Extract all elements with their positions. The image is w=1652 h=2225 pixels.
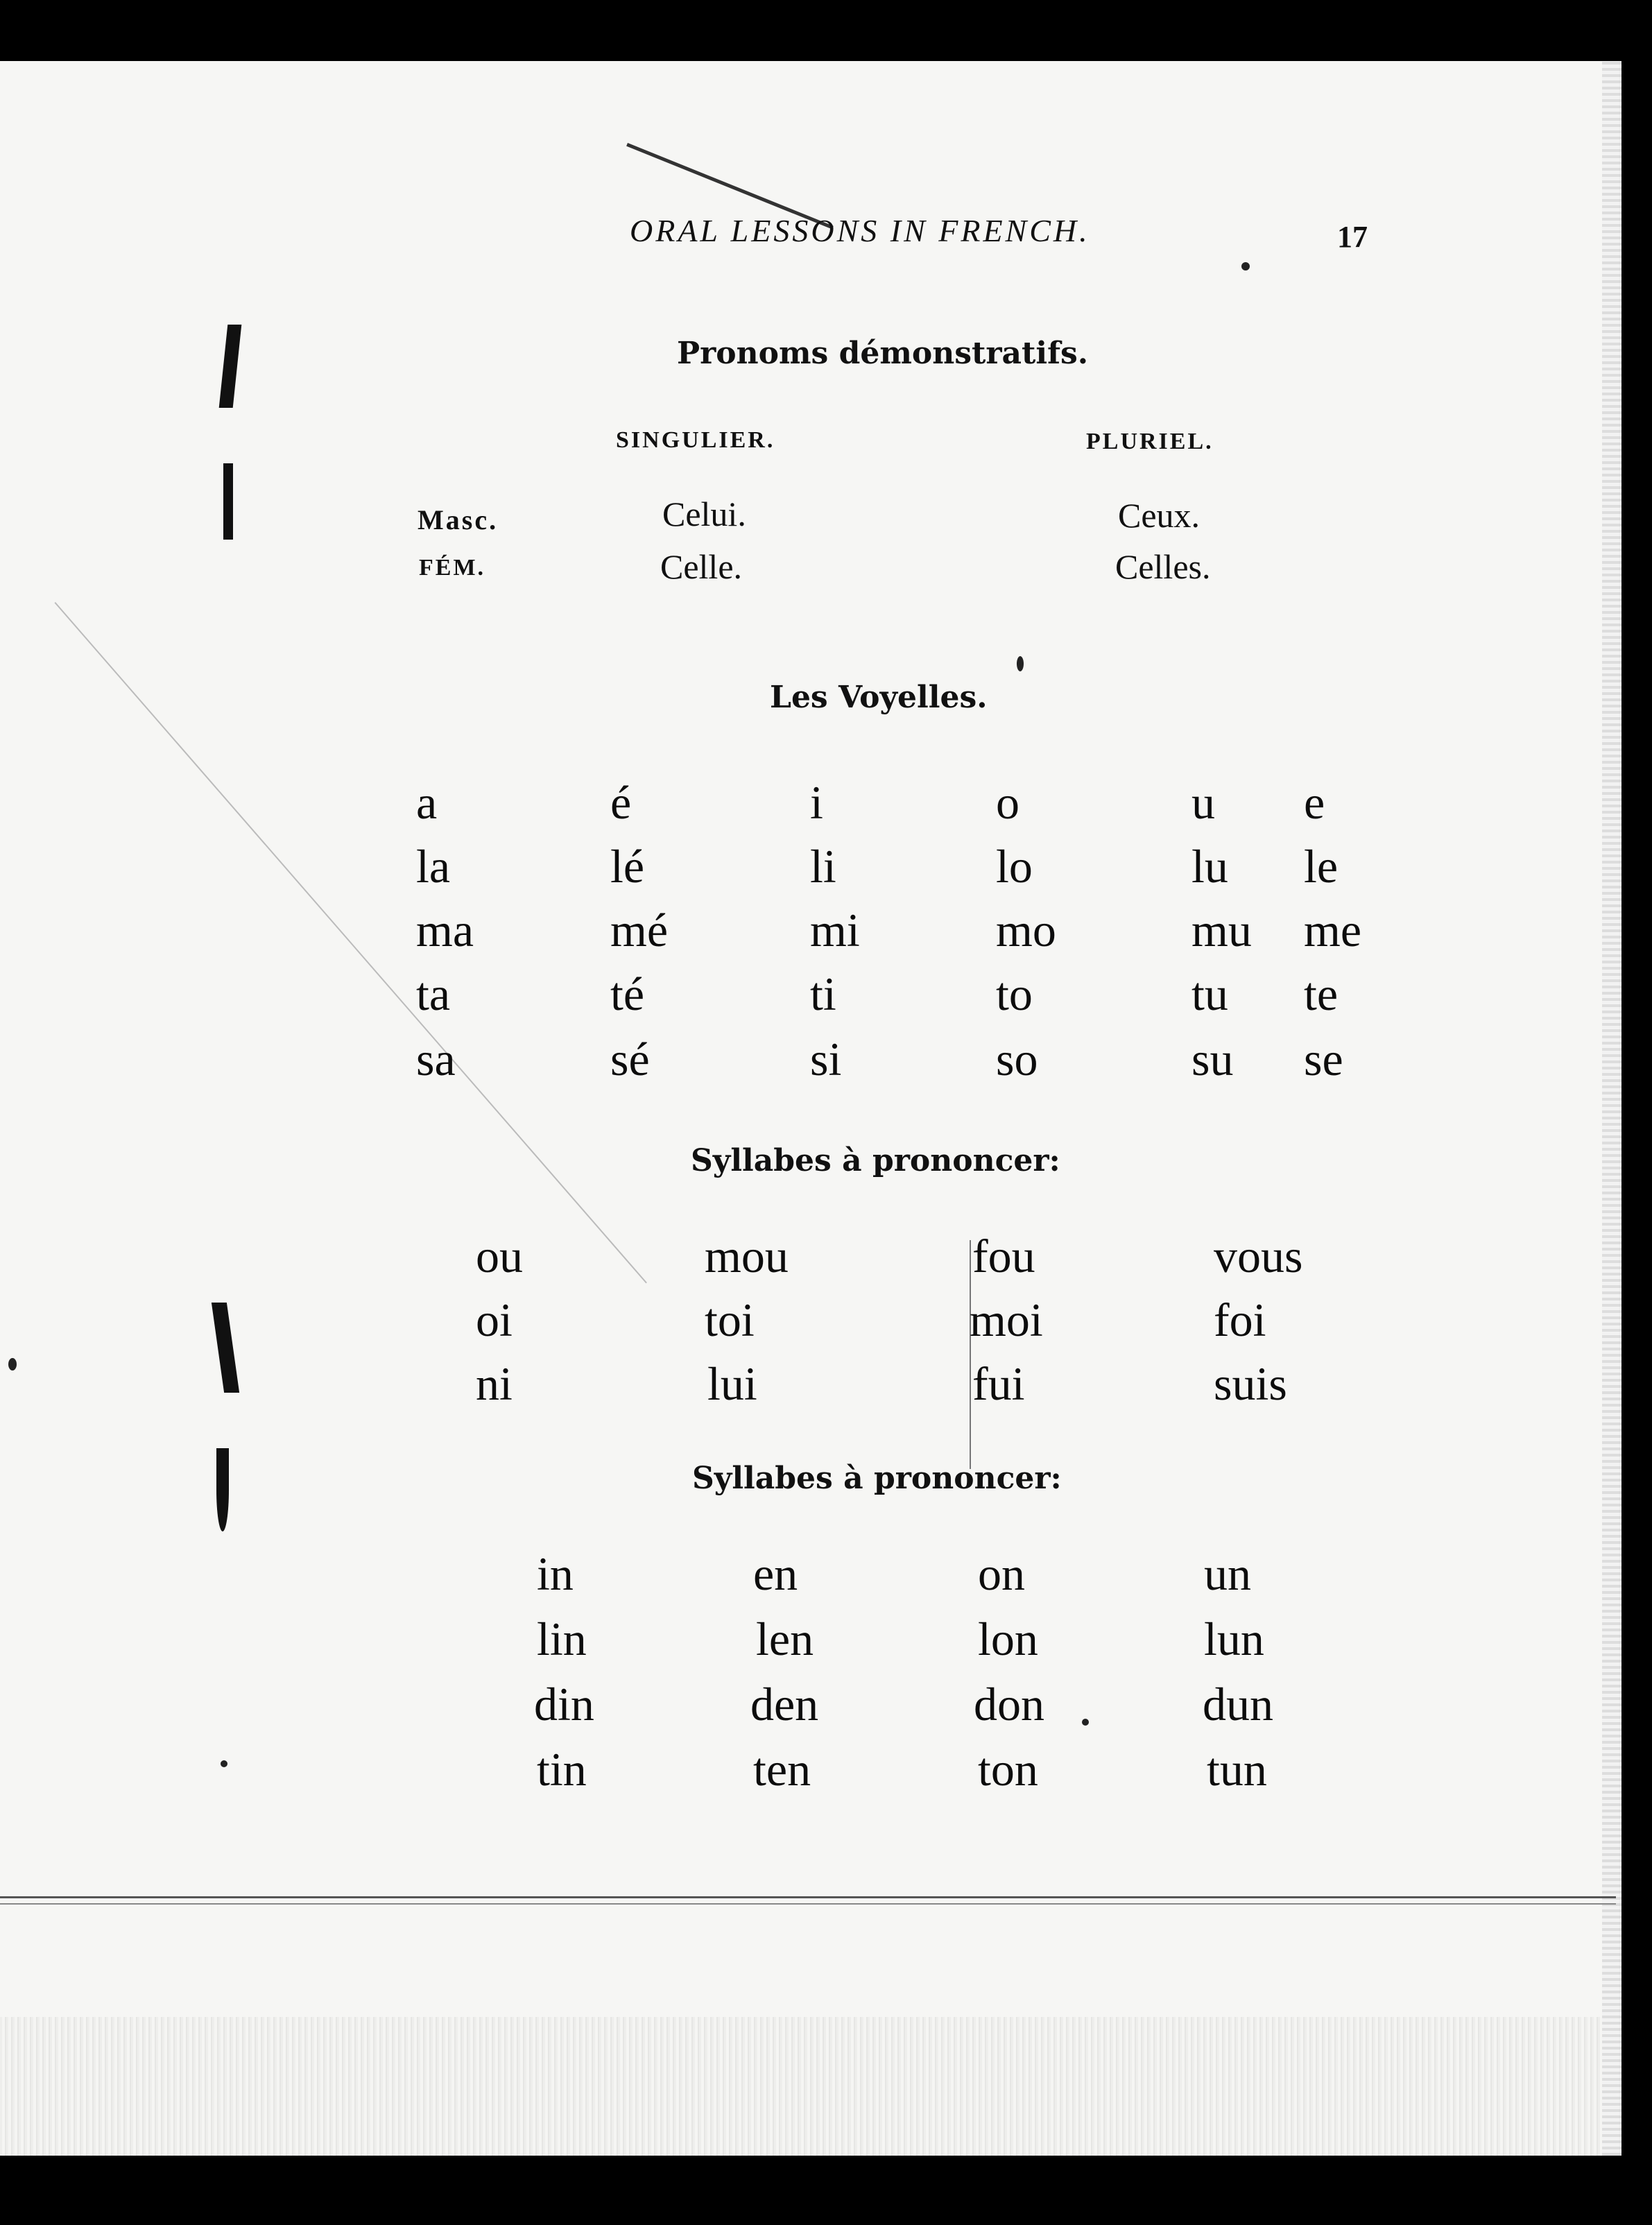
scan-scratch <box>970 1240 971 1469</box>
syllable: moi <box>970 1294 1043 1346</box>
scan-mark <box>216 1448 229 1531</box>
syllable: lun <box>1204 1613 1264 1665</box>
syllable: un <box>1204 1547 1251 1600</box>
syllable: tin <box>537 1743 587 1796</box>
vowel-syllable: mi <box>810 904 860 956</box>
vowel-syllable: te <box>1304 968 1339 1020</box>
syllable: len <box>756 1613 814 1665</box>
section-title-syllables-1: Syllabes à prononcer: <box>691 1143 1060 1178</box>
scan-mark <box>212 1303 239 1393</box>
vowel-syllable: ta <box>416 968 451 1020</box>
vowel-syllable: ti <box>810 968 836 1020</box>
syllable: lin <box>537 1613 587 1665</box>
section-title-demonstratives: Pronoms démonstratifs. <box>677 336 1089 371</box>
book-page <box>0 61 1621 2156</box>
vowel-syllable: si <box>810 1033 842 1085</box>
singular-form: Celle. <box>660 547 743 586</box>
vowel-syllable: lé <box>610 840 645 893</box>
column-header-plural: PLURIEL. <box>1086 429 1214 454</box>
syllable: fou <box>972 1230 1035 1282</box>
section-title-vowels: Les Voyelles. <box>770 680 988 715</box>
gender-label-masculine: Masc. <box>418 504 499 535</box>
scan-mark <box>223 463 233 540</box>
vowel-syllable: o <box>996 776 1019 829</box>
gender-label-feminine: FÉM. <box>419 555 486 581</box>
syllable: toi <box>705 1294 755 1346</box>
singular-form: Celui. <box>662 495 746 533</box>
vowel-syllable: li <box>810 840 836 893</box>
vowel-syllable: e <box>1304 776 1325 829</box>
vowel-syllable: la <box>416 840 451 893</box>
syllable: ten <box>753 1743 811 1796</box>
vowel-syllable: to <box>996 968 1033 1020</box>
page-bottom-rule <box>0 1903 1616 1905</box>
vowel-syllable: a <box>416 776 438 829</box>
scan-speck <box>221 1760 227 1767</box>
syllable: lui <box>707 1357 757 1410</box>
syllable: vous <box>1214 1230 1303 1282</box>
page-number: 17 <box>1337 220 1368 254</box>
vowel-syllable: me <box>1304 904 1362 956</box>
running-title: ORAL LESSONS IN FRENCH. <box>630 213 1090 248</box>
vowel-syllable: mu <box>1191 904 1252 956</box>
syllable: en <box>753 1547 798 1600</box>
syllable: din <box>534 1678 594 1730</box>
syllable: fui <box>972 1357 1025 1410</box>
syllable: ni <box>476 1357 513 1410</box>
vowel-syllable: mé <box>610 904 669 956</box>
vowel-syllable: i <box>810 776 823 829</box>
vowel-syllable: mo <box>996 904 1056 956</box>
vowel-syllable: é <box>610 776 632 829</box>
syllable: dun <box>1203 1678 1273 1730</box>
scan-speck <box>1082 1719 1089 1726</box>
scan-scratch <box>54 602 646 1283</box>
syllable: oi <box>476 1294 513 1346</box>
vowel-syllable: ma <box>416 904 474 956</box>
vowel-syllable: le <box>1304 840 1339 893</box>
vowel-syllable: té <box>610 968 645 1020</box>
vowel-syllable: su <box>1191 1033 1234 1085</box>
syllable: don <box>974 1678 1044 1730</box>
scan-speck <box>1017 656 1024 671</box>
vowel-syllable: sé <box>610 1033 650 1085</box>
syllable: den <box>750 1678 819 1730</box>
scan-speck <box>8 1358 17 1371</box>
vowel-syllable: tu <box>1191 968 1228 1020</box>
section-title-syllables-2: Syllabes à prononcer: <box>692 1461 1062 1496</box>
syllable: ou <box>476 1230 523 1282</box>
vowel-syllable: lo <box>996 840 1033 893</box>
scan-noise <box>0 2017 1621 2156</box>
vowel-syllable: so <box>996 1033 1038 1085</box>
scan-mark <box>219 325 242 408</box>
scan-speck <box>1241 262 1250 270</box>
vowel-syllable: u <box>1191 776 1215 829</box>
column-header-singular: SINGULIER. <box>616 427 775 453</box>
syllable: lon <box>978 1613 1038 1665</box>
page-bottom-rule <box>0 1896 1616 1898</box>
syllable: ton <box>978 1743 1038 1796</box>
syllable: suis <box>1214 1357 1287 1410</box>
vowel-syllable: se <box>1304 1033 1343 1085</box>
syllable: tun <box>1207 1743 1267 1796</box>
syllable: on <box>978 1547 1025 1600</box>
plural-form: Ceux. <box>1118 496 1201 535</box>
syllable: in <box>537 1547 574 1600</box>
vowel-syllable: sa <box>416 1033 456 1085</box>
vowel-syllable: lu <box>1191 840 1228 893</box>
syllable: foi <box>1214 1294 1266 1346</box>
syllable: mou <box>705 1230 789 1282</box>
page-edge <box>1602 61 1621 2156</box>
plural-form: Celles. <box>1115 547 1211 586</box>
